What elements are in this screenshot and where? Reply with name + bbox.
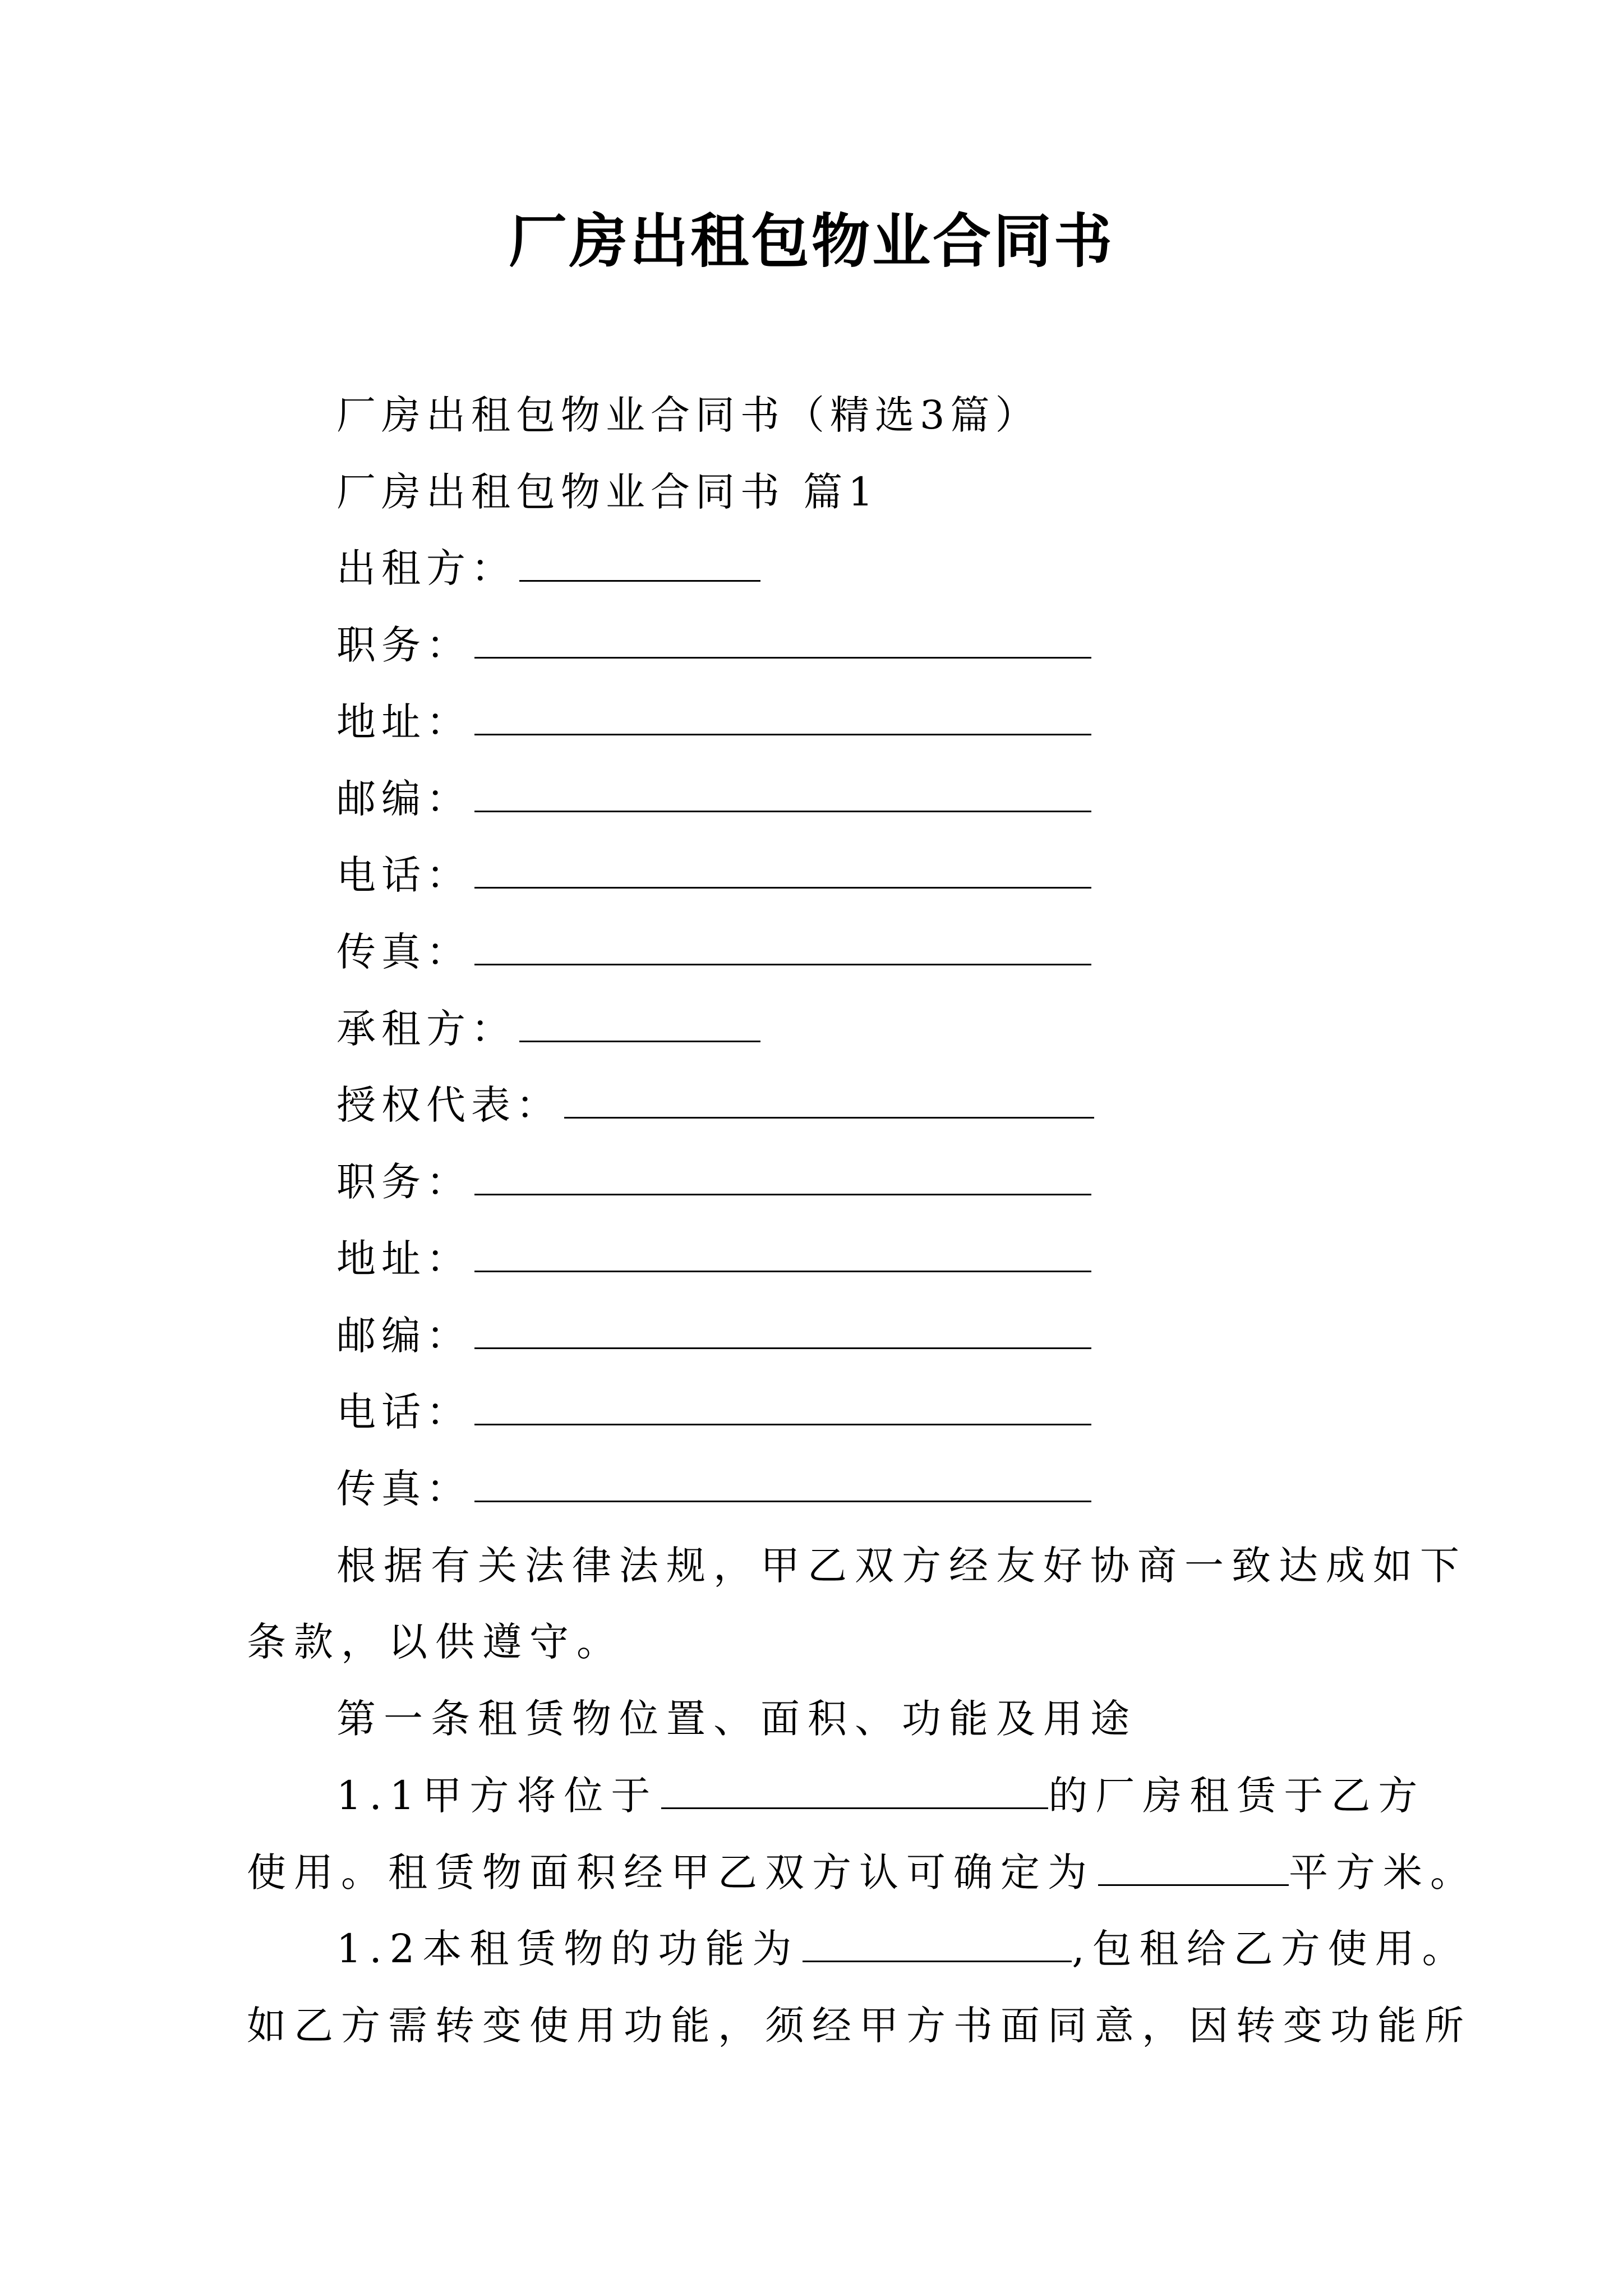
intro-line-1: 根据有关法律法规，甲乙双方经友好协商一致达成如下	[336, 1543, 1467, 1589]
field-label: 电话：	[336, 852, 471, 898]
lessee-address-row	[336, 1225, 1091, 1292]
lessee-blank[interactable]	[519, 1001, 760, 1042]
field-label: 传真：	[336, 1466, 471, 1512]
clause-text: 平方米。	[1289, 1849, 1477, 1895]
field-label: 地址：	[336, 699, 471, 745]
lessee-postcode-row	[336, 1302, 1091, 1369]
lessor-label: 出租方：	[336, 545, 516, 591]
clause-text: 的厂房租赁于乙方	[1048, 1773, 1426, 1819]
intro-line-2: 条款，以供遵守。	[247, 1619, 624, 1665]
field-label: 职务：	[336, 1159, 471, 1205]
lessor-position-blank[interactable]	[474, 618, 1091, 659]
section-heading: 厂房出租包物业合同书 篇1	[336, 469, 879, 515]
lessor-row	[336, 535, 760, 602]
lessor-address-blank[interactable]	[474, 694, 1091, 735]
lessor-fax-row	[336, 918, 1091, 986]
document-title: 厂房出租包物业合同书	[508, 206, 1114, 275]
lessee-auth-row	[336, 1071, 1094, 1139]
area-blank[interactable]	[1098, 1845, 1289, 1886]
clause-text: 1.1甲方将位于	[336, 1773, 658, 1819]
function-blank[interactable]	[803, 1921, 1072, 1962]
lessee-phone-row	[336, 1378, 1091, 1446]
lessor-phone-row	[336, 841, 1091, 909]
field-label: 传真：	[336, 929, 471, 975]
lessee-fax-blank[interactable]	[474, 1461, 1091, 1502]
lessee-auth-blank[interactable]	[564, 1078, 1094, 1119]
clause-text: 使用。租赁物面积经甲乙双方认可确定为	[247, 1849, 1095, 1895]
lessor-position-row	[336, 611, 1091, 679]
field-label: 邮编：	[336, 776, 471, 822]
lessee-phone-blank[interactable]	[474, 1384, 1091, 1425]
clause-1-2-line-1	[336, 1915, 1469, 1982]
lessee-row	[336, 995, 760, 1062]
lessor-postcode-blank[interactable]	[474, 771, 1091, 812]
lessee-fax-row	[336, 1455, 1091, 1522]
lessee-position-blank[interactable]	[474, 1154, 1091, 1195]
lessee-position-row	[336, 1148, 1091, 1216]
document-subtitle: 厂房出租包物业合同书（精选3篇）	[336, 392, 1040, 438]
location-blank[interactable]	[661, 1768, 1048, 1809]
lessor-fax-blank[interactable]	[474, 924, 1091, 965]
lessee-postcode-blank[interactable]	[474, 1308, 1091, 1349]
field-label: 地址：	[336, 1236, 471, 1282]
clause-1-1-line-2	[247, 1839, 1477, 1906]
lessee-address-blank[interactable]	[474, 1231, 1091, 1272]
lessor-blank[interactable]	[519, 541, 760, 582]
clause-1-2-line-2: 如乙方需转变使用功能，须经甲方书面同意，因转变功能所	[247, 2003, 1472, 2049]
lessor-address-row	[336, 688, 1091, 756]
lessor-phone-blank[interactable]	[474, 848, 1091, 889]
clause-1-1-line-1	[336, 1762, 1425, 1829]
lessee-label: 承租方：	[336, 1006, 516, 1052]
field-label: 职务：	[336, 622, 471, 668]
auth-label: 授权代表：	[336, 1082, 561, 1128]
field-label: 邮编：	[336, 1313, 471, 1359]
lessor-postcode-row	[336, 765, 1091, 832]
clause-text: 1.2本租赁物的功能为	[336, 1926, 800, 1972]
article-1-heading: 第一条租赁物位置、面积、功能及用途	[336, 1696, 1137, 1742]
clause-text: ,包租给乙方使用。	[1072, 1926, 1469, 1972]
field-label: 电话：	[336, 1389, 471, 1435]
